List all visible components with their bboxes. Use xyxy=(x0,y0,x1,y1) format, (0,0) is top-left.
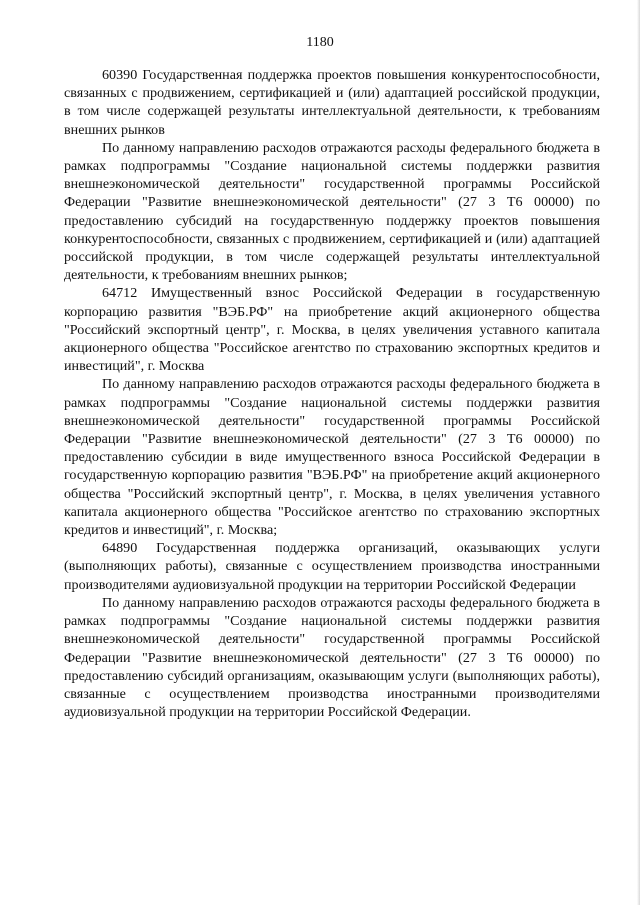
paragraph-text: Государственная поддержка проектов повышения конкурентоспособности, связанных с продвижением, сертификацией и (или) адаптацией российской продукции, в том числе содержащей результаты интеллектуальной деятельности, к требованиям внешних рынков xyxy=(64,67,600,138)
expense-code: 64890 xyxy=(102,540,138,557)
paragraph-text: По данному направлению расходов отражаются расходы федерального бюджета в рамках подпрограммы "Создание национальной системы поддержки развития внешнеэкономической деятельности" государственной программы Российской Федерации "Развитие внешнеэкономической деятельности" (27 3 Т6 00000) по предоставлению субсидий на государственную поддержку проектов повышения конкурентоспособности, связанных с продвижением, сертификацией и (или) адаптацией российской продукции, в том числе содержащей результаты интеллектуальной деятельности, к требованиям внешних рынков; xyxy=(64,139,600,284)
paragraph-60390-description xyxy=(64,139,600,285)
expense-code: 60390 xyxy=(102,67,138,83)
paragraph-text: По данному направлению расходов отражаются расходы федерального бюджета в рамках подпрограммы "Создание национальной системы поддержки развития внешнеэкономической деятельности" государственной программы Российской Федерации "Развитие внешнеэкономической деятельности" (27 3 Т6 00000) по предоставлению субсидии в виде имущественного взноса Российской Федерации в государственную корпорацию развития "ВЭБ.РФ" на приобретение акций акционерного общества "Российский экспортный центр", г. Москва, в целях увеличения уставного капитала акционерного общества "Российское агентство по страхованию экспортных кредитов и инвестиций", г. Москва; xyxy=(64,376,600,539)
paragraph-64890-heading xyxy=(64,539,600,594)
paragraph-64890-description xyxy=(64,594,600,721)
paragraph-64712-description xyxy=(64,375,600,539)
paragraph-text: Государственная поддержка организаций, оказывающих услуги (выполняющих работы), связанные с осуществлением производства иностранными производителями аудиовизуальной продукции на территории Российской Федерации xyxy=(64,540,600,593)
expense-code: 64712 xyxy=(102,285,138,302)
paragraph-text: Имущественный взнос Российской Федерации в государственную корпорацию развития "ВЭБ.РФ" на приобретение акций акционерного общества "Российский экспортный центр", г. Москва, в целях увеличения уставного капитала акционерного общества "Российское агентство по страхованию экспортных кредитов и инвестиций", г. Москва xyxy=(64,285,600,375)
paragraph-60390-heading xyxy=(64,66,600,139)
page-number: 1180 xyxy=(306,35,334,50)
paragraph-64712-heading xyxy=(64,284,600,375)
paragraph-text: По данному направлению расходов отражаются расходы федерального бюджета в рамках подпрограммы "Создание национальной системы поддержки развития внешнеэкономической деятельности" государственной программы Российской Федерации "Развитие внешнеэкономической деятельности" (27 3 Т6 00000) по предоставлению субсидий организациям, оказывающим услуги (выполняющих работы), связанные с осуществлением производства иностранными производителями аудиовизуальной продукции на территории Российской Федерации. xyxy=(64,594,600,721)
document-body xyxy=(64,66,600,721)
